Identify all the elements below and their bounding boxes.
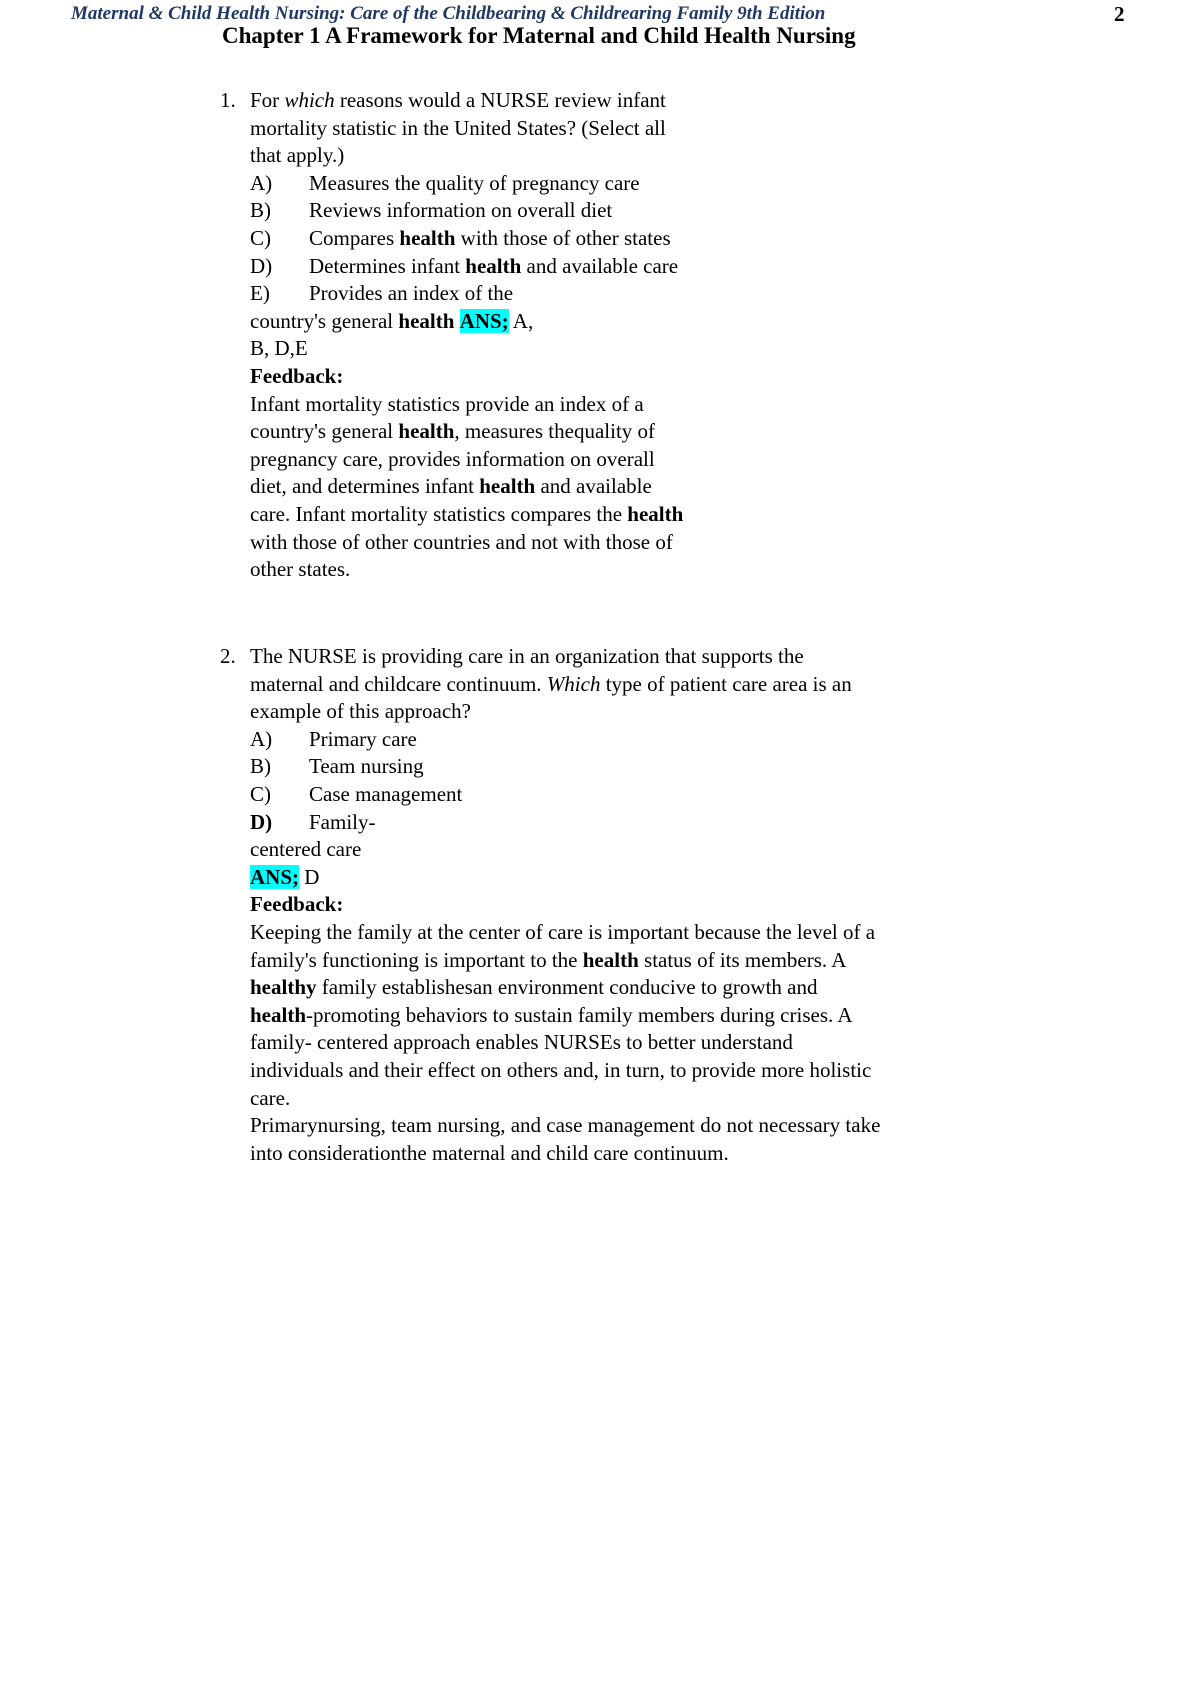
question-number: 2. [220, 644, 236, 668]
option-d-continuation: centered care [250, 837, 362, 862]
question-stem: 1. For which reasons would a NURSE review infant [220, 87, 740, 115]
feedback-line: with those of other countries and not with those of [250, 529, 673, 554]
question-stem-line: that apply.) [250, 143, 345, 168]
option-a: A) Measures the quality of pregnancy care [220, 170, 740, 198]
feedback-text [220, 919, 980, 1167]
feedback-label: Feedback: [250, 363, 344, 388]
feedback-line: family's functioning is important to the health status of its members. A [250, 947, 847, 972]
feedback-line: diet, and determines infant health and available [250, 474, 652, 499]
page-number: 2 [1114, 2, 1125, 26]
answer-line [220, 864, 980, 892]
question-stem: 2. The NURSE is providing care in an organization that supports the [220, 643, 980, 671]
emphasis: Which [546, 671, 601, 696]
question-stem-line: example of this approach? [250, 699, 471, 724]
option-c: C) Case management [220, 781, 980, 809]
feedback-line: country's general health, measures thequality of [250, 419, 656, 444]
feedback-line: care. [250, 1085, 291, 1110]
feedback-line: care. Infant mortality statistics compares the health [250, 501, 684, 526]
option-letter: E) [250, 281, 270, 306]
feedback-line: family- centered approach enables NURSEs to better understand [250, 1030, 793, 1055]
option-letter: A) [250, 726, 273, 751]
feedback-line: Primarynursing, team nursing, and case management do not necessary take [250, 1113, 881, 1138]
question-1 [220, 87, 740, 584]
option-letter: B) [250, 754, 271, 779]
answer-value: A, [508, 308, 534, 333]
book-title: Maternal & Child Health Nursing: Care of the Childbearing & Childrearing Family 9th Edition [71, 3, 826, 24]
feedback-line: Infant mortality statistics provide an index of a [250, 391, 644, 416]
option-letter: C) [250, 781, 271, 806]
feedback-line: individuals and their effect on others and, in turn, to provide more holistic [250, 1057, 872, 1082]
option-c: C) Compares health with those of other states [220, 225, 740, 253]
answer-label: ANS; [459, 308, 509, 333]
option-d: D) Family- [220, 809, 980, 837]
feedback-line: pregnancy care, provides information on overall [250, 446, 655, 471]
option-d: D) Determines infant health and available care [220, 253, 740, 281]
feedback-line: health-promoting behaviors to sustain family members during crises. A [250, 1002, 853, 1027]
question-number: 1. [220, 88, 236, 112]
feedback-label: Feedback: [250, 892, 344, 917]
option-letter: D) [250, 253, 273, 278]
feedback-line: other states. [250, 557, 351, 582]
feedback-line: Keeping the family at the center of care is important because the level of a [250, 919, 876, 944]
option-letter: B) [250, 198, 271, 223]
answer-value: D [299, 864, 320, 889]
feedback-text [220, 391, 740, 584]
option-letter: A) [250, 170, 273, 195]
option-e: E) Provides an index of the [220, 280, 740, 308]
emphasis: which [284, 88, 335, 112]
answer-label: ANS; [250, 864, 300, 889]
option-letter: C) [250, 225, 271, 250]
option-letter: D) [250, 809, 273, 834]
option-b: B) Team nursing [220, 753, 980, 781]
answer-value-line: B, D,E [250, 336, 308, 361]
option-a: A) Primary care [220, 726, 980, 754]
question-stem-line: mortality statistic in the United States? (Select all [250, 115, 666, 140]
question-2 [220, 643, 980, 1167]
option-e-continuation: country's general health ANS; A, [250, 308, 534, 333]
question-stem-line: maternal and childcare continuum. Which type of patient care area is an [250, 671, 852, 696]
chapter-title: Chapter 1 A Framework for Maternal and Child Health Nursing [222, 23, 856, 48]
feedback-line: into considerationthe maternal and child care continuum. [250, 1140, 729, 1165]
feedback-line: healthy family establishesan environment conducive to growth and [250, 975, 818, 1000]
option-b: B) Reviews information on overall diet [220, 197, 740, 225]
